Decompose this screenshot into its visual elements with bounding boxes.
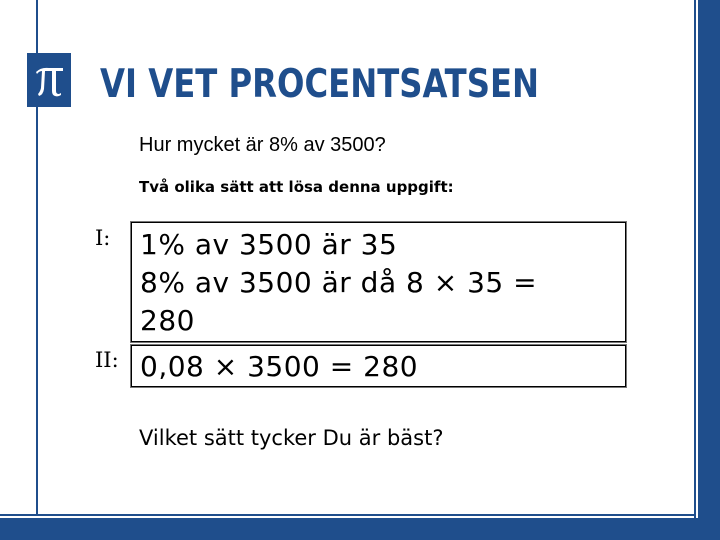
method-1-label: I: <box>95 226 111 250</box>
frame-bottom-line <box>0 514 696 516</box>
method-1-line-2: 8% av 3500 är då 8 × 35 = <box>140 266 538 299</box>
method-1-line-1: 1% av 3500 är 35 <box>140 228 398 261</box>
method-2-line-1: 0,08 × 3500 = 280 <box>140 350 419 383</box>
frame-bottom-bar <box>0 518 720 540</box>
subtitle-text: Två olika sätt att lösa denna uppgift: <box>139 178 454 196</box>
method-1-box <box>131 222 626 342</box>
method-1-line-3: 280 <box>140 304 195 337</box>
method-2-label: II: <box>95 348 119 372</box>
closing-question: Vilket sätt tycker Du är bäst? <box>139 426 444 450</box>
question-text: Hur mycket är 8% av 3500? <box>139 134 386 156</box>
frame-right-bar <box>698 0 720 540</box>
pi-icon <box>27 53 71 107</box>
frame-right-line <box>694 0 696 518</box>
slide-title: VI VET PROCENTSATSEN <box>100 62 540 107</box>
method-2-box <box>131 345 626 387</box>
